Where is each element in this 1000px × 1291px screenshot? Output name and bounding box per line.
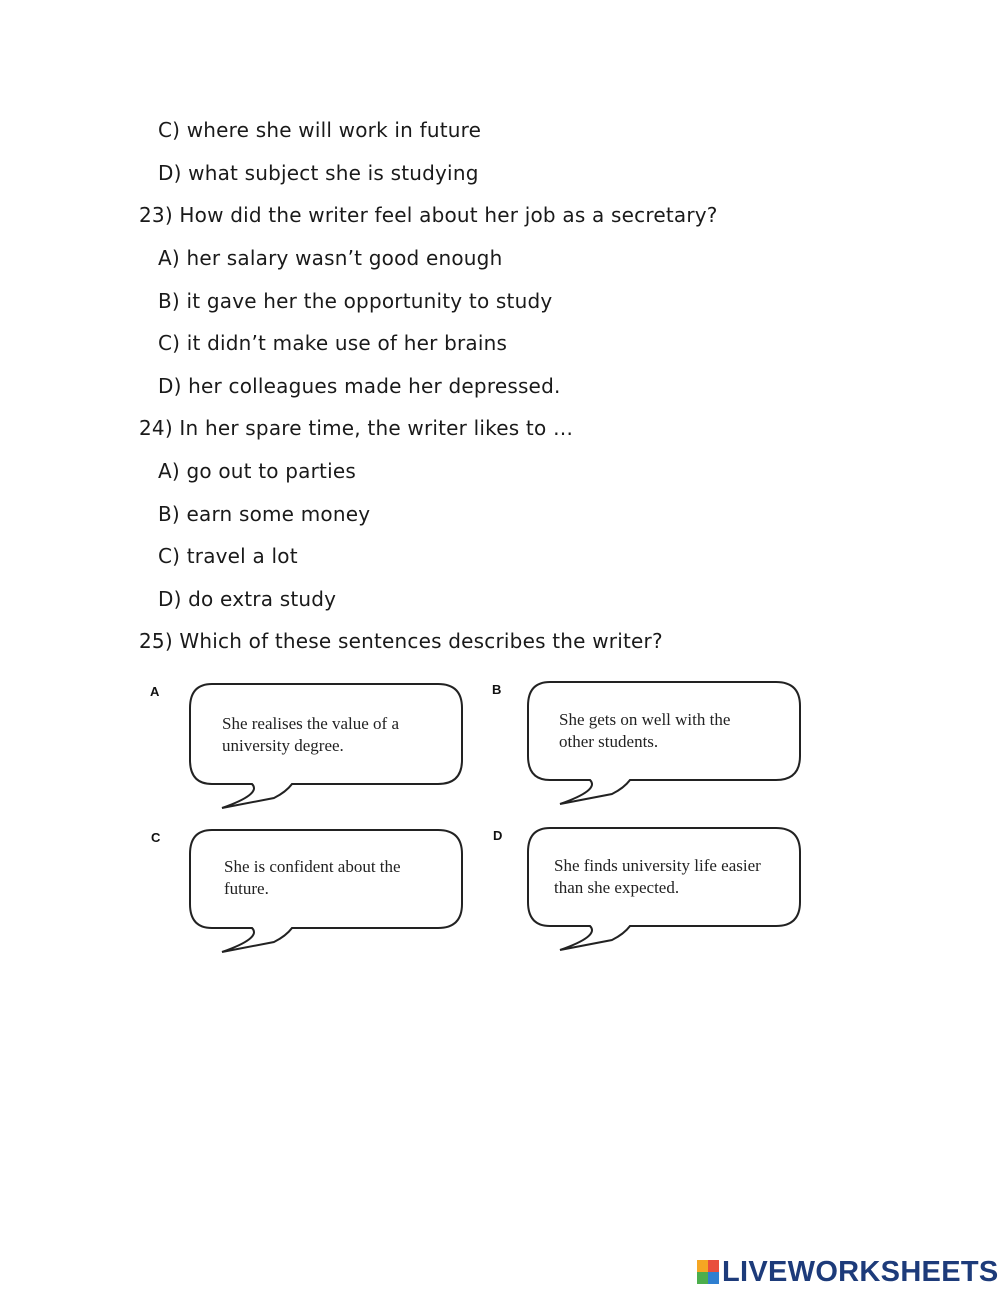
option-24d: D) do extra study [158, 587, 337, 611]
option-24a: A) go out to parties [158, 459, 356, 483]
option-22c: C) where she will work in future [158, 118, 482, 142]
liveworksheets-logo [697, 1255, 999, 1289]
option-23a: A) her salary wasn’t good enough [158, 246, 503, 270]
question-25: 25) Which of these sentences describes the writer? [139, 629, 663, 653]
bubble-label-b: B [492, 682, 502, 697]
bubble-text-a-line1: She realises the value of a [222, 714, 400, 733]
liveworksheets-logo-icon [697, 1260, 719, 1284]
bubble-label-c: C [151, 830, 161, 845]
question-24: 24) In her spare time, the writer likes to … [139, 416, 574, 440]
logo-square-4 [708, 1272, 719, 1284]
bubble-text-c-line2: future. [224, 879, 269, 898]
bubble-text-b-line1: She gets on well with the [559, 710, 731, 729]
logo-square-1 [697, 1260, 708, 1272]
bubble-text-a-line2: university degree. [222, 736, 344, 755]
logo-square-2 [708, 1260, 719, 1272]
option-23c: C) it didn’t make use of her brains [158, 331, 508, 355]
option-23d: D) her colleagues made her depressed. [158, 374, 561, 398]
bubble-text-c-line1: She is confident about the [224, 857, 401, 876]
logo-square-3 [697, 1272, 708, 1284]
option-23b: B) it gave her the opportunity to study [158, 289, 553, 313]
bubble-text-b-line2: other students. [559, 732, 659, 751]
option-22d: D) what subject she is studying [158, 161, 479, 185]
option-24c: C) travel a lot [158, 544, 298, 568]
bubble-label-a: A [150, 684, 160, 699]
question-23: 23) How did the writer feel about her job as a secretary? [139, 203, 718, 227]
bubble-label-d: D [493, 828, 503, 843]
bubble-text-d-line2: than she expected. [554, 878, 680, 897]
bubble-text-d-line1: She finds university life easier [554, 856, 761, 875]
logo-text: LIVEWORKSHEETS [722, 1255, 999, 1288]
option-24b: B) earn some money [158, 502, 371, 526]
